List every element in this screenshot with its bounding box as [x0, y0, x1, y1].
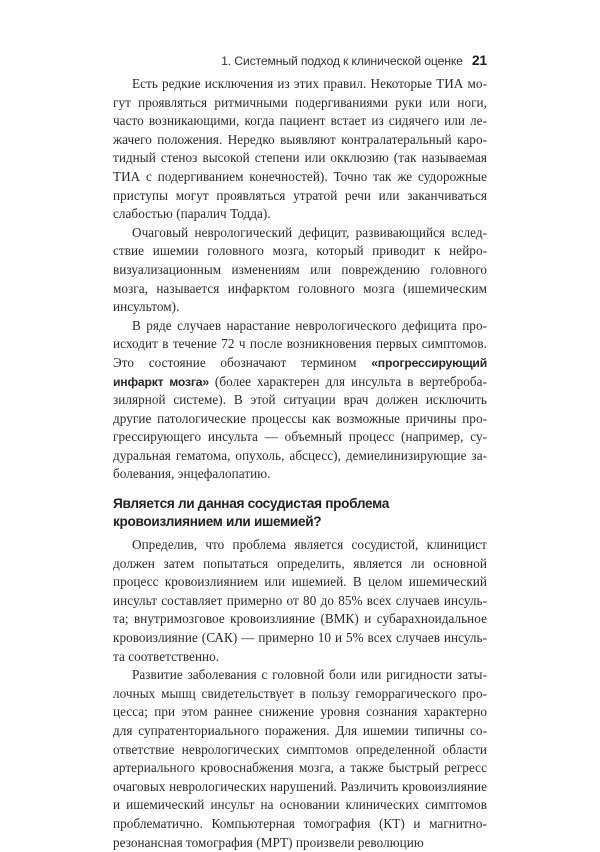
- paragraph-text: (более характерен для инсульта в вертебробазилярной системе). В этой ситуации врач должен исключить другие патологические процессы как возможные причины прогрессирующего инсульта — объемный процесс (например, судуральная гематома, опухоль, абсцесс), демиелинизирующие заболевания, энцефалопатию.: [113, 373, 487, 482]
- paragraph-progressive-infarct: [113, 317, 487, 484]
- chapter-title: 1. Системный подход к клинической оценке: [221, 54, 463, 68]
- paragraph-text: В ряде случаев нарастание неврологического дефицита происходит в течение 72 ч после возникновения первых симптомов. Это состояние обозначают термином: [113, 317, 487, 370]
- running-header: [113, 52, 487, 68]
- paragraph-exceptions: Есть редкие исключения из этих правил. Некоторые ТИА могут проявляться ритмичными подергиваниями руки или ноги, часто возникающими, когда пациент встает из сидячего или лежачего положения. Нередко выявляют контралатеральный каротидный стеноз высокой степени или окклюзию (так называемая ТИА с подергиванием конечностей). Точно так же судорожные приступы могут проявляться утратой речи или заканчиваться слабостью (паралич Тодда).: [113, 76, 487, 222]
- paragraph-infarct-definition: Очаговый неврологический дефицит, развивающийся вследствие ишемии головного мозга, который приводит к нейровизуализационным изменениям или повреждению головного мозга, называется инфарктом головного мозга (ишемическим инсультом).: [113, 224, 487, 315]
- bold-term: «прогрессирующий инфаркт мозга»: [113, 355, 487, 389]
- paragraph-stroke-types: Определив, что проблема является сосудистой, клиницист должен затем попытаться определить, является ли основной процесс кровоизлиянием или ишемией. В целом ишемический инсульт составляет примерно от 80 до 85% всех случаев инсульта; внутримозговое кровоизлияние (ВМК) и субарахноидальное кровоизлияние (САК) — примерно 10 и 5% всех случаев инсульта соответственно.: [113, 537, 487, 664]
- page-body: [113, 75, 487, 852]
- page-number: 21: [471, 52, 487, 68]
- section-heading: Является ли данная сосудистая проблема кровоизлиянием или ишемией?: [113, 496, 389, 529]
- paragraph-differentiation: Развитие заболевания с головной боли или ригидности затылочных мышц свидетельствует в пользу геморрагического процесса; при этом раннее снижение уровня сознания характерно для супратенториального поражения. Для ишемии типичны соответствие неврологических симптомов определенной области артериального кровоснабжения мозга, а также быстрый регресс очаговых неврологических нарушений. Различить кровоизлияние и ишемический инсульт на основании клинических симптомов проблематично. Компьютерная томография (КТ) и магнитно-резонансная томография (МРТ) произвели революцию: [113, 667, 487, 850]
